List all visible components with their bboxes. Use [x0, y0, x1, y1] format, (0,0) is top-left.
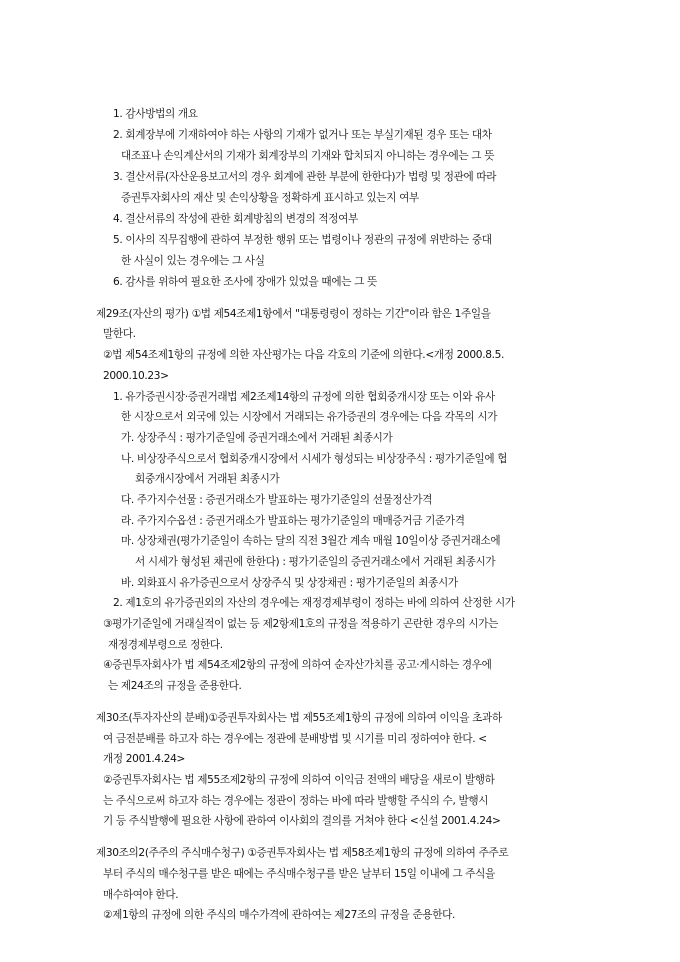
- text-line: 한 사실이 있는 경우에는 그 사실: [121, 255, 265, 267]
- text-line: 회중개시장에서 거래된 최종시가: [135, 473, 280, 485]
- text-line: 나. 비상장주식으로서 협회중개시장에서 시세가 형성되는 비상장주식 : 평가기준일에 협: [121, 453, 508, 465]
- text-line: 5. 이사의 직무집행에 관하여 부정한 행위 또는 법령이나 정관의 규정에 위반하는 중대: [113, 234, 492, 246]
- text-line: ③평가기준일에 거래실적이 없는 등 제2항제1호의 규정을 적용하기 곤란한 경우의 시가는: [103, 618, 499, 630]
- text-line: 라. 주가지수옵션 : 증권거래소가 발표하는 평가기준일의 매매증거금 기준가격: [121, 515, 465, 527]
- text-line: 재정경제부령으로 정한다.: [108, 639, 223, 651]
- text-line: 기 등 주식발행에 필요한 사항에 관하여 이사회의 결의를 거쳐야 한다 <신설 2001.4.24>: [103, 815, 501, 827]
- article-heading: 제29조(자산의 평가) ①법 제54조제1항에서 "대통령령이 정하는 기간"이라 함은 1주일을: [96, 308, 491, 320]
- text-line: ②법 제54조제1항의 규정에 의한 자산평가는 다음 각호의 기준에 의한다.<개정 2000.8.5.: [103, 349, 505, 361]
- text-line: 1. 감사방법의 개요: [113, 108, 198, 120]
- text-line: 부터 주식의 매수청구를 받은 때에는 주식매수청구를 받은 날부터 15일 이내에 그 주식을: [103, 868, 495, 880]
- text-line: 마. 상장채권(평가기준일이 속하는 달의 직전 3월간 계속 매월 10일이상 증권거래소에: [121, 535, 501, 547]
- text-line: 2000.10.23>: [103, 370, 169, 382]
- article-heading: 제30조(투자자산의 분배)①증권투자회사는 법 제55조제1항의 규정에 의하여 이익을 초과하: [96, 712, 502, 724]
- text-line: 바. 외화표시 유가증권으로서 상장주식 및 상장채권 : 평가기준일의 최종시가: [121, 577, 458, 589]
- text-line: 3. 결산서류(자산운용보고서의 경우 회계에 관한 부분에 한한다)가 법령 및 정관에 따라: [113, 171, 497, 183]
- text-line: 는 주식으로써 하고자 하는 경우에는 정관이 정하는 바에 따라 발행할 주식의 수, 발행시: [103, 795, 489, 807]
- text-line: ②제1항의 규정에 의한 주식의 매수가격에 관하여는 제27조의 규정을 준용한다.: [103, 909, 455, 921]
- text-line: 2. 제1호의 유가증권외의 자산의 경우에는 재정경제부령이 정하는 바에 의하여 산정한 시가: [113, 597, 515, 609]
- text-line: 1. 유가증권시장·증권거래법 제2조제14항의 규정에 의한 협회중개시장 또는 이와 유사: [113, 391, 495, 403]
- text-line: ④증권투자회사가 법 제54조제2항의 규정에 의하여 순자산가치를 공고·게시하는 경우에: [103, 659, 492, 671]
- text-line: 6. 감사를 위하여 필요한 조사에 장애가 있었을 때에는 그 뜻: [113, 276, 377, 288]
- text-line: 증권투자회사의 재산 및 손익상황을 정확하게 표시하고 있는지 여부: [121, 192, 419, 204]
- text-line: 4. 결산서류의 작성에 관한 회계방침의 변경의 적정여부: [113, 213, 358, 225]
- text-line: 2. 회계장부에 기재하여야 하는 사항의 기재가 없거나 또는 부실기재된 경우 또는 대차: [113, 129, 492, 141]
- text-line: 개정 2001.4.24>: [103, 753, 186, 765]
- text-line: 가. 상장주식 : 평가기준일에 증권거래소에서 거래된 최종시가: [121, 432, 393, 444]
- text-line: 는 제24조의 규정을 준용한다.: [108, 680, 242, 692]
- text-line: 다. 주가지수선물 : 증권거래소가 발표하는 평가기준일의 선물정산가격: [121, 494, 432, 506]
- text-line: 서 시세가 형성된 채권에 한한다) : 평가기준일의 증권거래소에서 거래된 최종시가: [135, 556, 496, 568]
- text-line: 한 시장으로서 외국에 있는 시장에서 거래되는 유가증권의 경우에는 다음 각목의 시가: [121, 411, 498, 423]
- text-line: ②증권투자회사는 법 제55조제2항의 규정에 의하여 이익금 전액의 배당을 새로이 발행하: [103, 774, 495, 786]
- text-line: 여 금전분배를 하고자 하는 경우에는 정관에 분배방법 및 시기를 미리 정하여야 한다. <: [103, 733, 487, 745]
- text-line: 말한다.: [103, 328, 136, 340]
- text-line: 대조표나 손익계산서의 기재가 회계장부의 기재와 합치되지 아니하는 경우에는 그 뜻: [121, 150, 495, 162]
- text-line: 매수하여야 한다.: [103, 889, 179, 901]
- article-heading: 제30조의2(주주의 주식매수청구) ①증권투자회사는 법 제58조제1항의 규정에 의하여 주주로: [96, 847, 509, 859]
